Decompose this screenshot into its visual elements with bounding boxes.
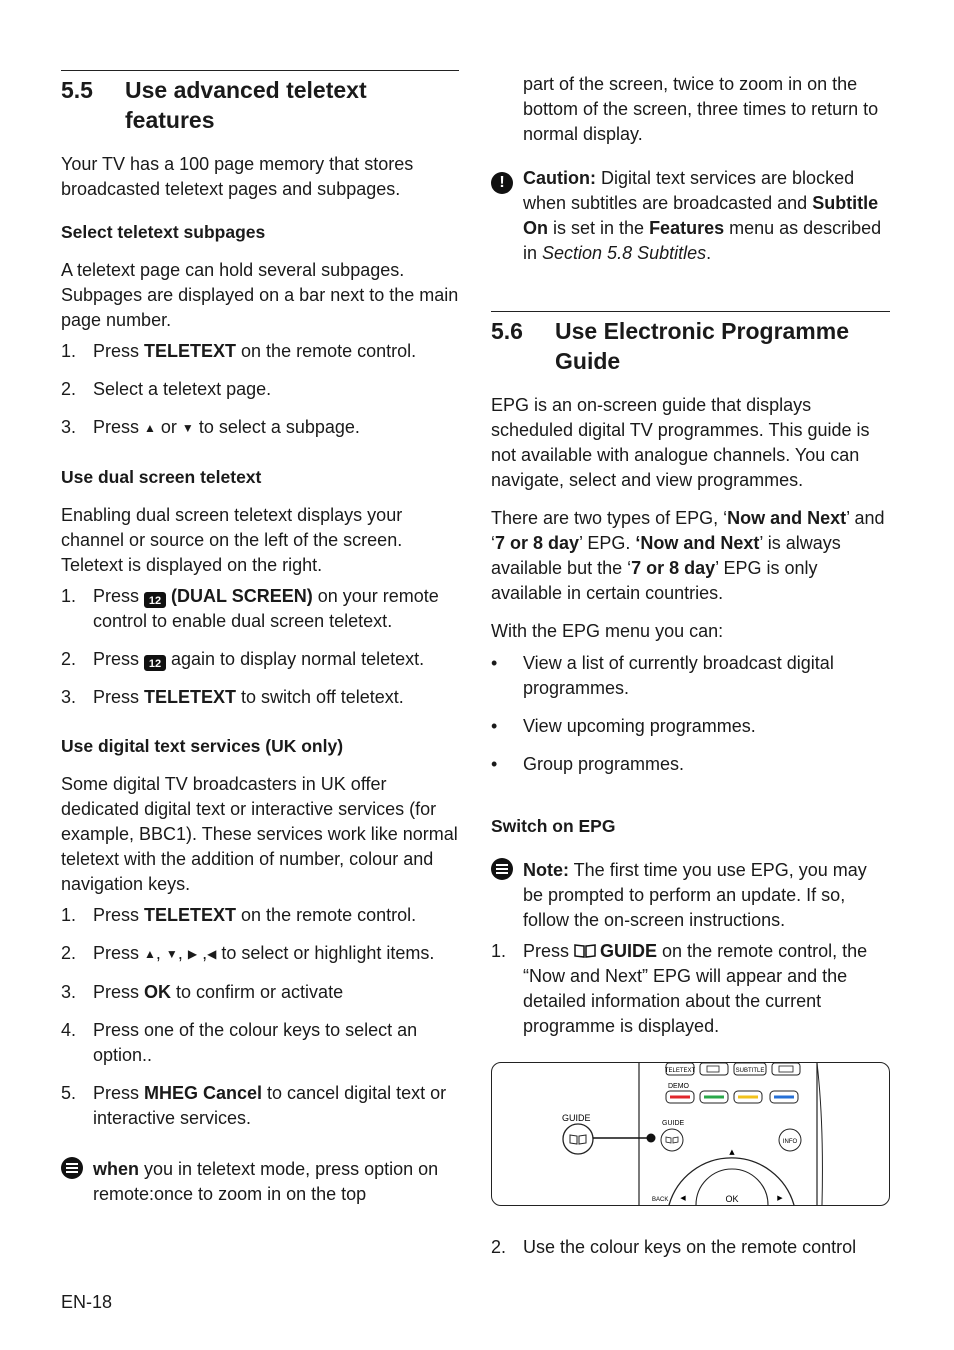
step-key: TELETEXT <box>144 341 237 361</box>
up-arrow-icon: ▲ <box>144 421 156 435</box>
bullet-text: View upcoming programmes. <box>523 716 756 736</box>
list-item <box>61 647 459 672</box>
step-key: MHEG Cancel <box>144 1083 263 1103</box>
step-number: 2. <box>491 1237 507 1257</box>
step-key: GUIDE <box>600 941 658 961</box>
step-text: on the remote control. <box>236 341 417 361</box>
down-arrow-icon: ▼ <box>165 947 178 961</box>
step-number: 3. <box>61 687 77 707</box>
section-rule <box>61 70 459 71</box>
types-text: There are two types of EPG, ‘ <box>491 508 728 528</box>
list-item <box>491 714 890 739</box>
subheading-subpages: Select teletext subpages <box>61 222 266 242</box>
step-text: on your remote control to enable dual screen teletext. <box>93 586 439 631</box>
step-text: Use the colour keys on the remote control <box>523 1237 857 1257</box>
step-number: 3. <box>61 982 77 1002</box>
ok-key-label: OK <box>725 1194 739 1204</box>
step-number: 2. <box>61 943 77 963</box>
caution-text: Digital text services are blocked when subtitles are broadcasted and <box>523 168 855 213</box>
svg-text:◀: ◀ <box>680 1194 686 1202</box>
types-key: 7 or 8 day <box>631 558 716 578</box>
types-key: ‘Now and Next <box>635 533 760 553</box>
section-title: Use Electronic Programme Guide <box>555 318 850 374</box>
step-text: to switch off teletext. <box>236 687 404 707</box>
subheading-dual: Use dual screen teletext <box>61 467 262 487</box>
caution-block <box>491 166 890 266</box>
step-number: 1. <box>491 941 507 961</box>
subtitle-key-label: SUBTITLE <box>735 1068 765 1074</box>
guide-callout-label: GUIDE <box>562 1113 591 1123</box>
svg-text:▶: ▶ <box>777 1194 783 1202</box>
section-reference: Section 5.8 Subtitles <box>542 243 707 263</box>
remote-illustration <box>491 1062 890 1206</box>
page-number: EN-18 <box>61 1292 113 1312</box>
step-number: 1. <box>61 341 77 361</box>
types-text: ’ is always available but the ‘ <box>491 533 841 578</box>
step-text: Press <box>93 649 145 669</box>
note-block <box>61 1157 459 1207</box>
book-icon <box>574 944 596 958</box>
subheading-switch-epg: Switch on EPG <box>491 816 616 836</box>
bullet-text: View a list of currently broadcast digital programmes. <box>523 653 834 698</box>
types-text: ’ EPG is only available in certain countries. <box>491 558 818 603</box>
bullet: • <box>491 653 498 673</box>
guide-button-callout <box>563 1124 593 1154</box>
back-key-label: BACK <box>652 1197 669 1203</box>
list-item <box>491 1235 890 1260</box>
step-number: 3. <box>61 417 77 437</box>
step-text: to select a subpage. <box>193 417 360 437</box>
list-item <box>491 752 890 777</box>
step-text: again to display normal teletext. <box>166 649 425 669</box>
step-text: on the remote control. <box>236 905 417 925</box>
caution-text: menu as described in <box>523 218 882 263</box>
right-column <box>491 70 890 1260</box>
step-text: Press <box>93 586 145 606</box>
step-key: OK <box>144 982 172 1002</box>
caution-text: . <box>706 243 712 263</box>
section-rule <box>491 311 890 312</box>
intro-paragraph: Your TV has a 100 page memory that stores broadcasted teletext pages and subpages. <box>61 154 414 199</box>
caution-key: Subtitle On <box>523 193 879 238</box>
right-arrow-icon: ▶ <box>187 947 198 961</box>
dual-screen-icon: 12 <box>144 655 166 671</box>
subheading-digital: Use digital text services (UK only) <box>61 736 344 756</box>
left-arrow-icon: ◀ <box>207 947 217 961</box>
step-number: 4. <box>61 1020 77 1040</box>
step-key: TELETEXT <box>144 905 237 925</box>
list-item <box>61 339 459 364</box>
step-number: 2. <box>61 379 77 399</box>
step-text: or <box>155 417 182 437</box>
list-item <box>61 1018 459 1068</box>
note-icon <box>61 1157 83 1179</box>
step-text: Press <box>93 1083 145 1103</box>
guide-key-label: GUIDE <box>662 1120 685 1127</box>
step-number: 5. <box>61 1083 77 1103</box>
section-title: Use advanced teletext features <box>125 77 367 133</box>
step-text: Select a teletext page. <box>93 379 272 399</box>
types-key: 7 or 8 day <box>495 533 580 553</box>
step-key: TELETEXT <box>144 687 237 707</box>
step-text: Press <box>93 905 145 925</box>
caution-text: is set in the <box>548 218 650 238</box>
step-text: to cancel digital text or interactive services. <box>93 1083 447 1128</box>
step-number: 1. <box>61 905 77 925</box>
section-heading <box>491 316 890 376</box>
step-number: 2. <box>61 649 77 669</box>
caution-icon: ! <box>491 172 513 194</box>
step-text: Press <box>93 341 145 361</box>
section-number: 5.5 <box>61 77 93 103</box>
step-text: Press <box>523 941 575 961</box>
note-text: you in teletext mode, press option on remote:once to zoom in on the top <box>93 1159 439 1204</box>
bullet: • <box>491 716 498 736</box>
step-text: to confirm or activate <box>171 982 344 1002</box>
list-item <box>61 685 459 710</box>
note-block <box>491 858 890 933</box>
svg-text:▲: ▲ <box>729 1148 735 1156</box>
section-number: 5.6 <box>491 318 523 344</box>
list-item: 2. Press ▲, ▼, ▶ ,◀ to select or highlight items. <box>61 941 459 967</box>
step-text: Press <box>93 417 145 437</box>
guide-key <box>661 1129 683 1151</box>
subpages-intro: A teletext page can hold several subpages. Subpages are displayed on a bar next to the main page number. <box>61 260 459 330</box>
step-number: 1. <box>61 586 77 606</box>
dual-intro: Enabling dual screen teletext displays your channel or source on the left of the screen. Teletext is displayed on the right. <box>61 505 403 575</box>
note-label: when <box>93 1159 140 1179</box>
demo-label: DEMO <box>668 1083 689 1090</box>
step-text: Press one of the colour keys to select an option.. <box>93 1020 418 1065</box>
epg-intro: EPG is an on-screen guide that displays scheduled digital TV programmes. This guide is not available with analogue channels. You can navigate, select and view programmes. <box>491 395 870 490</box>
list-item <box>61 584 459 634</box>
dual-screen-icon: 12 <box>144 592 166 608</box>
remote-drawing <box>492 1063 890 1205</box>
list-item <box>61 980 459 1005</box>
bullet-text: Group programmes. <box>523 754 685 774</box>
left-column <box>61 70 459 1207</box>
up-arrow-icon: ▲ <box>144 947 156 961</box>
continuation-block <box>491 72 890 147</box>
step-text: to select or highlight items. <box>216 943 435 963</box>
types-text: ’ and ‘ <box>491 508 885 553</box>
caution-label: Caution: <box>523 168 596 188</box>
down-arrow-icon: ▼ <box>181 421 194 435</box>
continuation-text: part of the screen, twice to zoom in on the bottom of the screen, three times to return to normal display. <box>523 74 879 144</box>
list-item <box>61 377 459 402</box>
note-text: The first time you use EPG, you may be prompted to perform an update. If so, follow the on-screen instructions. <box>523 860 867 930</box>
step-text: on the remote control, the “Now and Next” EPG will appear and the detailed information about the current programme is displayed. <box>523 941 868 1036</box>
note-label: Note: <box>523 860 569 880</box>
teletext-key-label: TELETEXT <box>664 1068 696 1074</box>
epg-menu-intro: With the EPG menu you can: <box>491 621 724 641</box>
note-icon <box>491 858 513 880</box>
bullet: • <box>491 754 498 774</box>
step-text: Press <box>93 943 145 963</box>
step-text: Press <box>93 687 145 707</box>
types-key: Now and Next <box>727 508 847 528</box>
epg-types <box>491 506 890 606</box>
list-item <box>491 651 890 701</box>
list-item <box>61 903 459 928</box>
list-item <box>491 939 890 1039</box>
caution-key: Features <box>649 218 725 238</box>
list-item <box>61 415 459 441</box>
step-text: Press <box>93 982 145 1002</box>
step-key: (DUAL SCREEN) <box>171 586 313 606</box>
list-item <box>61 1081 459 1131</box>
info-key-label: INFO <box>782 1139 798 1145</box>
section-heading <box>61 75 459 135</box>
digital-intro: Some digital TV broadcasters in UK offer dedicated digital text or interactive services (for example, BBC1). These services work like normal teletext with the addition of number, colour and navigation keys. <box>61 774 458 894</box>
types-text: ’ EPG. <box>579 533 636 553</box>
